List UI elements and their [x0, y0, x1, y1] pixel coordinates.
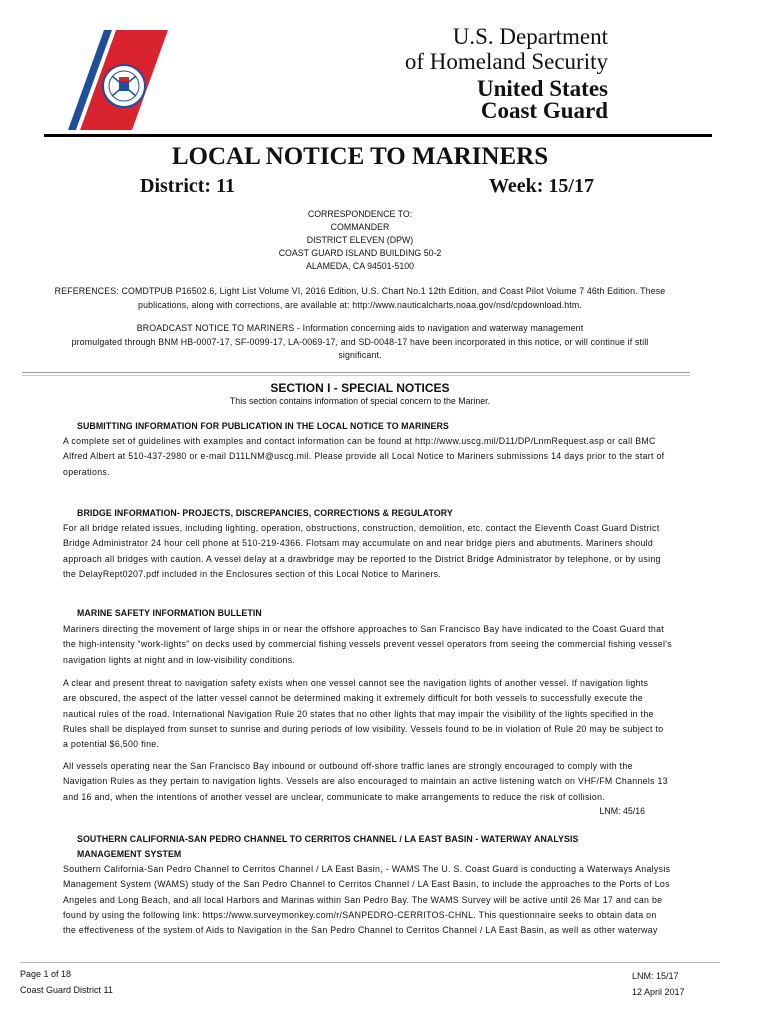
footer-left [20, 966, 113, 998]
footer-date: 12 April 2017 [632, 987, 685, 997]
notice-body-bridge: For all bridge related issues, including lighting, operation, obstructions, construction, demolition, etc. contact the Eleventh Coast Guard District Bridge Administrator 24 hour cell phone at 510-219-4366. Flotsam may accumulate on and near bridge piers and abutments. Mariners should approach all bridges with caution. A vessel delay at a drawbridge may be reported to the District Bridge Administrator by telephone, or by using the DelayRept0207.pdf included in the Enclosures section of this Local Notice to Mariners. [63, 523, 661, 579]
dept-name-line1: U.S. Department [452, 24, 608, 49]
notice-body-marine-safety-p1: Mariners directing the movement of large ships in or near the offshore approaches to San Francisco Bay have indicated to the Coast Guard that the high-intensity “work-lights” on decks used by commercial fishing vessels prevent vessel operators from seeing the commercial fishing vessel's navigation lights at night and in low-visibility conditions. [63, 624, 672, 665]
correspondence-address: CORRESPONDENCE TO: COMMANDER DISTRICT ELEVEN (DPW) COAST GUARD ISLAND BUILDING 50-2 ALAMEDA, CA 94501-5100 [278, 209, 442, 271]
footer-divider [20, 962, 720, 963]
agency-name-line2: Coast Guard [480, 98, 608, 123]
section-subtitle: This section contains information of special concern to the Mariner. [229, 396, 491, 406]
document-title: LOCAL NOTICE TO MARINERS [171, 143, 549, 170]
footer-right [632, 968, 685, 1000]
notice-body-marine-safety-p3: All vessels operating near the San Francisco Bay inbound or outbound off-shore traffic lanes are strongly encouraged to comply with the Navigation Rules as they pertain to navigation lights. Vessels are also encouraged to maintain an active listening watch on VHF/FM Channels 13 and 16 and, when the intentions of another vessel are unclear, communicate to make arrangements to reduce the risk of collision. [63, 761, 668, 802]
notice-body-marine-safety-p2: A clear and present threat to navigation safety exists when one vessel cannot see the navigation lights of another vessel. If navigation lights are obscured, the aspect of the latter vessel cannot be determined making it extremely difficult for both vessels to successfully execute the nautical rules of the road. International Navigation Rule 20 states that no other lights that may impair the visibility of the lights specified in the Rules shall be displayed from sunset to sunrise and during periods of low visibility. Vessels found to be in violation of Rule 20 may be subject to a potential $6,500 fine. [63, 678, 664, 750]
district-label: District: 11 [140, 175, 235, 197]
lnm-reference: LNM: 45/16 [599, 806, 645, 816]
section-divider [22, 372, 690, 376]
agency-name-line1: United States [477, 76, 608, 101]
week-label: Week: 15/17 [489, 175, 594, 197]
footer-lnm: LNM: 15/17 [632, 971, 679, 981]
notice-heading-socal: SOUTHERN CALIFORNIA-SAN PEDRO CHANNEL TO CERRITOS CHANNEL / LA EAST BASIN - WATERWAY ANALYSIS MANAGEMENT SYSTEM [77, 834, 579, 859]
notice-body-submitting: A complete set of guidelines with examples and contact information can be found at http://www.uscg.mil/D11/DP/LnmRequest.asp or call BMC Alfred Albert at 510-437-2980 or e-mail D11LNM@uscg.mil. Please provide all Local Notice to Mariners submissions 14 days prior to the start of operations. [63, 436, 665, 477]
broadcast-notice-paragraph: BROADCAST NOTICE TO MARINERS - Information concerning aids to navigation and waterway management promulgated through BNM HB-0007-17, SF-0099-17, LA-0069-17, and SD-0048-17 have been incorporated in this notice, or will continue if still significant. [71, 323, 649, 360]
header-divider [44, 134, 712, 137]
uscg-stripe-logo [68, 30, 168, 130]
dept-name-line2: of Homeland Security [404, 49, 608, 74]
footer-district: Coast Guard District 11 [20, 985, 113, 995]
section-title: SECTION I - SPECIAL NOTICES [270, 381, 450, 395]
references-paragraph: REFERENCES: COMDTPUB P16502.6, Light List Volume VI, 2016 Edition, U.S. Chart No.1 12th Edition, and Coast Pilot Volume 7 46th Edition. These publications, along with corrections, are available at: http://www.nauticalcharts.noaa.gov/nsd/cpdownload.htm. [54, 286, 666, 310]
notice-body-socal: Southern California-San Pedro Channel to Cerritos Channel / LA East Basin, - WAMS The U. S. Coast Guard is conducting a Waterways Analysis Management System (WAMS) study of the San Pedro Channel to Cerritos Channel / LA East Basin, to include the approaches to the Ports of Los Angeles and Long Beach, and all local Harbors and Marinas within San Pedro Bay. The WAMS Survey will be active until 26 Mar 17 and can be found by using the following link: https://www.surveymonkey.com/r/SANPEDRO-CERRITOS-CHNL. This questionnaire seeks to obtain data on the effectiveness of the system of Aids to Navigation in the San Pedro Channel to Cerritos Channel / LA East Basin, as well as other waterway [63, 864, 671, 936]
notice-heading-marine-safety: MARINE SAFETY INFORMATION BULLETIN [77, 608, 262, 618]
notice-heading-submitting: SUBMITTING INFORMATION FOR PUBLICATION IN THE LOCAL NOTICE TO MARINERS [77, 421, 449, 431]
page-number: Page 1 of 18 [20, 969, 72, 979]
notice-heading-bridge: BRIDGE INFORMATION- PROJECTS, DISCREPANCIES, CORRECTIONS & REGULATORY [77, 508, 453, 518]
